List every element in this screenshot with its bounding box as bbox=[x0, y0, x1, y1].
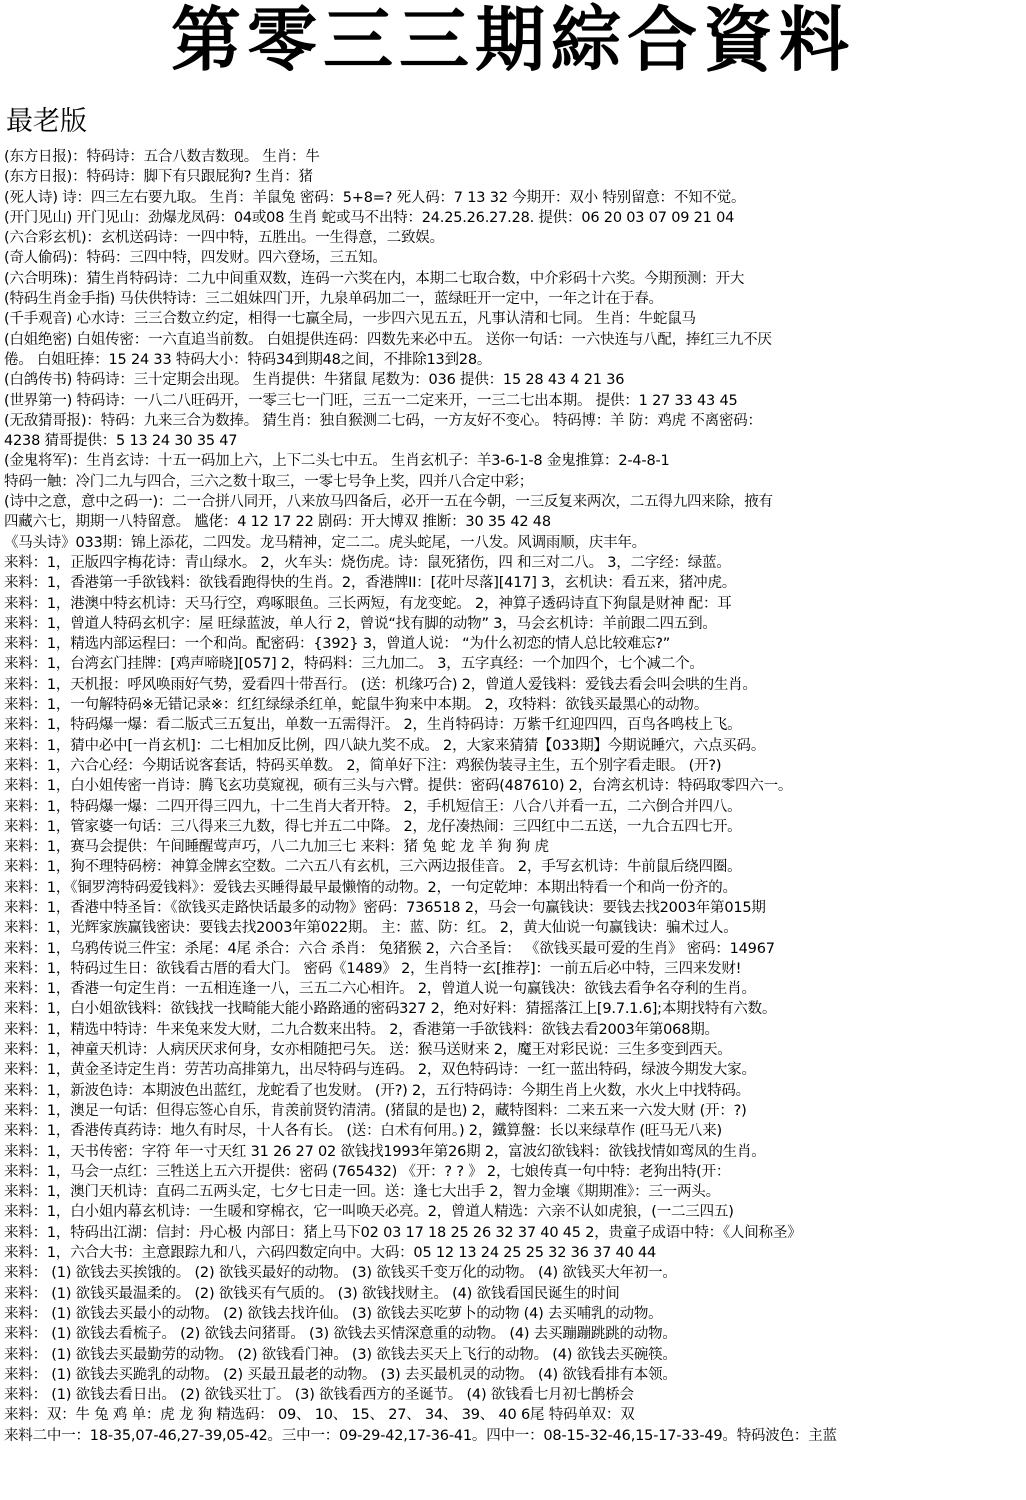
page-title: 第零三三期綜合資料 bbox=[171, 0, 855, 81]
text-line: 来料：1，天机报：呼风唤雨好气势，爱看四十带吾行。 (送：机缘巧合) 2，曾道人爱钱料：爱钱去看会叫会哄的生肖。 bbox=[4, 676, 757, 693]
text-line: 来料：1，香港一句定生肖：一五相连逢一八，三五二六心相许。 2，曾道人说一句赢钱决：欲钱去看争名夺利的生肖。 bbox=[4, 981, 756, 998]
text-line: 来料： (1) 欲钱去买挨饿的。 (2) 欲钱买最好的动物。 (3) 欲钱买千变万化的动物。 (4) 欲钱买大年初一。 bbox=[4, 1265, 677, 1282]
text-line: (六合明珠)：猜生肖特码诗：二九中间重双数，连码一六奖在内，本期二七取合数，中介彩码十六奖。今期预测：开大 bbox=[4, 270, 745, 287]
text-line: 来料：1，六合大书：主意跟踪九和八，六码四数定向中。大码：05 12 13 24 25 25 32 36 37 40 44 bbox=[4, 1245, 657, 1262]
text-line: 来料：1，天书传密：字符 年一寸天红 31 26 27 02 欲钱找1993年第26期 2，富波幻欲钱料：欲钱找情如鸾凤的生肖。 bbox=[4, 1143, 766, 1160]
text-line: 来料：1，精选内部运程曰：一个和尚。配密码：{392} 3，曾道人说： “为什么初恋的情人总比较难忘?” bbox=[4, 636, 671, 653]
text-line: 来料： (1) 欲钱去买最小的动物。 (2) 欲钱去找许仙。 (3) 欲钱去买吃萝卜的动物 (4) 去买哺乳的动物。 bbox=[4, 1305, 663, 1322]
text-line: 来料：1，白小姐内幕玄机诗：一生暖和穿棉衣，它一叫唤天必亮。2，曾道人精选：六亲不认如虎狼，(一二三四五) bbox=[4, 1204, 734, 1221]
text-line: 来料：1，光辉家族赢钱密诀：要钱去找2003年第022期。 主：蓝、防：红。 2，黄大仙说一句赢钱诀：骗术过人。 bbox=[4, 920, 738, 937]
text-line: 来料：1，一句解特码※无错记录※：红红绿绿杀红单，蛇鼠牛狗来中本期。 2，攻特料：欲钱买最黑心的动物。 bbox=[4, 697, 709, 714]
text-line: 四藏六七，期期一八特留意。 尴佬：4 12 17 22 剧码：开大博双 推断：30 35 42 48 bbox=[4, 514, 551, 531]
text-line: 来料：1，澳足一句话：但得忘签心自乐，肯羡前贤钓清淸。(猪鼠的是也) 2，藏特图料：二来五来一六发大财 (开：?) bbox=[4, 1102, 747, 1119]
text-line: 来料：1，黄金圣诗定生肖：劳苦功高排第九，出尽特码与连码。 2，双色特码诗：一红一蓝出特码，绿波今期发大家。 bbox=[4, 1062, 756, 1079]
text-line: 来料：1，管家婆一句话：三八得来三九数，得七并五二中降。 2，龙仔凑热闹：三四红中二五送，一九合五四七开。 bbox=[4, 818, 742, 835]
content-lines bbox=[4, 147, 1022, 1446]
text-line: 来料：1，香港第一手欲钱料：欲钱看跑得快的生肖。2，香港牌II：[花叶尽落][417] 3，玄机诀：看五来，猪冲虎。 bbox=[4, 575, 737, 592]
text-line: 来料：1，特码过生日：欲钱看古厝的看大门。 密码《1489》 2，生肖特一玄[推荐]：一前五后必中特，三四来发财! bbox=[4, 960, 742, 977]
text-line: 来料：1，新波色诗：本期波色出蓝红，龙蛇看了也发财。 (开?) 2，五行特码诗：今期生肖上火数，水火上中找特码。 bbox=[4, 1082, 750, 1099]
text-line: (奇人偷码)：特码：三四中特，四发财。四六登场，三五知。 bbox=[4, 250, 387, 267]
text-line: 来料：1，马会一点红：三牲送上五六开提供：密码 (765432) 《开：? ? 》 2，七娘传真一句中特：老狗出特(开： bbox=[4, 1163, 731, 1180]
text-line: 来料：1，特码爆一爆：看二版式三五复出，单数一五需得汗。 2，生肖特码诗：万紫千红迎四四，百鸟各鸣枝上飞。 bbox=[4, 717, 742, 734]
text-line: 来料： (1) 欲钱去看梳子。 (2) 欲钱去问猪哥。 (3) 欲钱去买情深意重的动物。 (4) 去买蹦蹦跳跳的动物。 bbox=[4, 1326, 677, 1343]
text-line: 来料：1，台湾玄门挂牌：[鸡声啼晓][057] 2，特码料：三九加二。 3，五字真经：一个加四个，七个减二个。 bbox=[4, 656, 704, 673]
text-line: (无敌猜哥报)：特码：九来三合为数捧。 猜生肖：独自猴测二七码，一方友好不变心。 特码博：羊 防：鸡虎 不离密码： bbox=[4, 412, 762, 429]
text-line: (六合彩玄机)：玄机送码诗：一四中特，五胜出。一生得意，二致娱。 bbox=[4, 230, 444, 247]
text-line: 来料二中一：18-35,07-46,27-39,05-42。三中一：09-29-42,17-36-41。四中一：08-15-32-46,15-17-33-49。特码波色：主蓝 bbox=[4, 1427, 837, 1444]
edition-label: 最老版 bbox=[6, 106, 87, 137]
text-line: 来料：1，神童天机诗：人病厌厌求何身，女亦相随把弓矢。 送：猴马送财来 2，魔王对彩民说：三生多变到西天。 bbox=[4, 1042, 732, 1059]
text-line: 倦。 白姐旺捧：15 24 33 特码大小：特码34到期48之间，不排除13到28。 bbox=[4, 351, 492, 368]
text-line: 来料：1，猜中必中[一肖玄机]：二七相加反比例，四八缺九奖不成。 2，大家来猜猜【033期】今期说睡穴，六点买码。 bbox=[4, 737, 766, 754]
text-line: 来料：1，香港中特圣旨：《欲钱买走路快话最多的动物》密码：736518 2，马会一句赢钱诀：要钱去找2003年第015期 bbox=[4, 899, 766, 916]
text-line: 来料：1，白小姐传密一肖诗：腾飞玄功莫窥视，硕有三头与六臂。提供：密码(487610) 2，台湾玄机诗：特码取零四六一。 bbox=[4, 778, 793, 795]
text-line: 来料：双：牛 兔 鸡 单：虎 龙 狗 精选码： 09、 10、 15、 27、 34、 39、 40 6尾 特码单双：双 bbox=[4, 1407, 635, 1424]
text-line: 来料：1，乌鸦传说三件宝：杀尾：4尾 杀合：六合 杀肖： 兔猪猴 2，六合圣旨： 《欲钱买最可爱的生肖》 密码：14967 bbox=[4, 940, 775, 957]
text-line: 来料： (1) 欲钱去买最勤劳的动物。 (2) 欲钱看门神。 (3) 欲钱去买天上飞行的动物。 (4) 欲钱去买碗筷。 bbox=[4, 1346, 677, 1363]
text-line: 来料：1，精选中特诗：牛来兔来发大财，二九合数来出特。 2，香港第一手欲钱料：欲钱去看2003年第068期。 bbox=[4, 1021, 719, 1038]
text-line: 来料：1，六合心经：今期话说客套话，特码买单数。 2，简单好下注：鸡猴伪装寻主生，五个别字看走眼。 (开?) bbox=[4, 757, 722, 774]
text-line: (东方日报)：特码诗：脚下有只跟屁狗? 生肖：猪 bbox=[4, 169, 313, 186]
text-line: (特码生肖金手指) 马伕供特诗：三二姐妹四门开，九泉单码加二一，蓝绿旺开一定中，一年之计在于春。 bbox=[4, 291, 663, 308]
text-line: 来料：1，澳门天机诗：直码二五两头定，七夕七日走一回。送：逢七大出手 2，智力金壤《期期准》：三一两头。 bbox=[4, 1184, 720, 1201]
text-line: (开门见山) 开门见山：劲爆龙凤码：04或08 生肖 蛇或马不出特：24.25.26.27.28. 提供：06 20 03 07 09 21 04 bbox=[4, 209, 735, 226]
text-line: 4238 猜哥提供：5 13 24 30 35 47 bbox=[4, 433, 238, 450]
text-line: (死人诗) 诗：四三左右要九取。 生肖：羊鼠兔 密码：5+8=? 死人码：7 13 32 今期开：双小 特别留意：不知不觉。 bbox=[4, 189, 746, 206]
text-line: 来料：1，港澳中特玄机诗：天马行空，鸡啄眼鱼。三长两短，有龙变蛇。 2，神算子透码诗直下狗鼠是财神 配：耳 bbox=[4, 595, 732, 612]
text-line: (白鸽传书) 特码诗：三十定期会出现。 生肖提供：牛猪鼠 尾数为：036 提供：15 28 43 4 21 36 bbox=[4, 372, 625, 389]
text-line: 来料：1，狗不理特码榜：神算金牌玄空数。二六五八有玄机，三六两边报佳音。 2，手写玄机诗：牛前鼠后绕四圈。 bbox=[4, 859, 742, 876]
text-line: 特码一触：冷门二九与四合，三六之数十取三，一零七号争上奖，四并八合定中彩； bbox=[4, 473, 534, 490]
text-line: 来料：1，曾道人特码玄机字：屋 旺绿蓝波，单人行 2，曾说“找有脚的动物” 3，马会玄机诗：羊前跟二四五到。 bbox=[4, 615, 717, 632]
text-line: 来料：1，正版四字梅花诗：青山绿水。 2，火车头：烧伤虎。诗：鼠死猪伤，四 和三对二八。 3，二字经：绿蓝。 bbox=[4, 554, 731, 571]
text-line: 来料：1，特码爆一爆：二四开得三四九，十二生肖大者开特。 2，手机短信王：八合八并看一五，二六倒合并四八。 bbox=[4, 798, 742, 815]
text-line: 来料： (1) 欲钱去买跪乳的动物。 (2) 买最丑最老的动物。 (3) 去买最机灵的动物。 (4) 欲钱看排有本领。 bbox=[4, 1366, 677, 1383]
text-line: 来料：1，特码出江湖：信封：丹心极 内部日：猪上马下02 03 17 18 25 26 32 37 40 45 2，贵童子成语中特：《人间称圣》 bbox=[4, 1224, 802, 1241]
text-line: 《马头诗》033期：锦上添花，二四发。龙马精神，定二二。虎头蛇尾，一八发。风调雨顺，庆丰年。 bbox=[4, 534, 646, 551]
text-line: (东方日报)：特码诗：五合八数吉数现。 生肖：牛 bbox=[4, 149, 320, 165]
text-line: (白姐绝密) 白姐传密：一六直追当前数。 白姐提供连码：四数先来必中五。 送你一句话：一六快连与八配，捧红三九不厌 bbox=[4, 331, 772, 348]
text-line: (世界第一) 特码诗：一八二八旺码开，一零三七一门旺，三五一二定来开，一三二七出本期。 提供：1 27 33 43 45 bbox=[4, 392, 738, 409]
text-line: 来料： (1) 欲钱去看日出。 (2) 欲钱买壮丁。 (3) 欲钱看西方的圣诞节。 (4) 欲钱看七月初七鹊桥会 bbox=[4, 1387, 634, 1404]
text-line: (金鬼将军)：生肖玄诗：十五一码加上六，上下二头七中五。 生肖玄机子：羊3-6-1-8 金鬼推算：2-4-8-1 bbox=[4, 453, 670, 470]
text-line: 来料：1，《铜罗湾特码爱钱料》：爱钱去买睡得最早最懒惰的动物。2，一句定乾坤：本期出特看一个和尚一份齐的。 bbox=[4, 879, 737, 896]
text-line: 来料：1，香港传真药诗：地久有时尽，十人各有长。 (送：白术有何用。) 2，鐵算盤：长以来绿草作 (旺马无八来) bbox=[4, 1123, 722, 1140]
text-line: (千手观音) 心水诗：三三合数立约定，相得一七赢全局，一步四六见五五，凡事认清和七同。 生肖：牛蛇鼠马 bbox=[4, 311, 696, 328]
text-line: (诗中之意，意中之码一)：二一合拼八同开，八来放马四备后，必开一五在今朝，一三反复来两次，二五得九四来除，掖有 bbox=[4, 494, 773, 511]
text-line: 来料：1，白小姐欲钱料：欲钱找一找畸能大能小路路通的密码327 2，绝对好料：猜摇落江上[9.7.1.6];本期找特有六数。 bbox=[4, 1001, 777, 1018]
text-line: 来料： (1) 欲钱买最温柔的。 (2) 欲钱买有气质的。 (3) 欲钱找财主。 (4) 欲钱看国民诞生的时间 bbox=[4, 1285, 620, 1302]
text-line: 来料：1，赛马会提供：午间睡醒莺声巧，八二九加三七 来料：猪 兔 蛇 龙 羊 狗 狗 虎 bbox=[4, 839, 549, 856]
